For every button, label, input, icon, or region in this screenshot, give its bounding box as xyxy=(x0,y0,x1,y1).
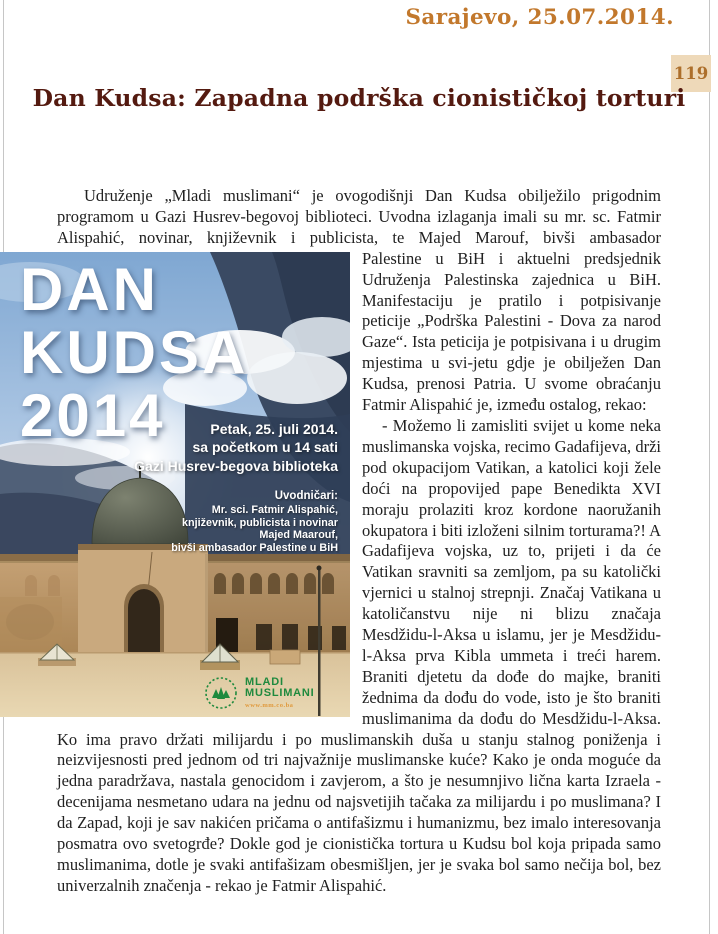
page-edge-right xyxy=(709,0,710,934)
poster-event-venue: Gazi Husrev-begova biblioteka xyxy=(134,457,338,474)
poster-event-details xyxy=(134,420,338,476)
paragraph-continuation: Palestine u BiH i aktuelni predsjednik Udruženja Palestinska zajednica u BiH. Manifestaciju je pratilo i potpisivanje peticije „Podrška Palestini - Dova za narod Gaze“. Ista peticija je potpisivana i u drugim mjestima u svi-jetu gdje je obilježen Dan Kudsa, prenosi Patria. U svome obraćanju Fatmir Alispahić je, između ostalog, rekao: xyxy=(362,248,661,415)
logo-text-line2: MUSLIMANI xyxy=(245,687,315,700)
poster-speaker-2: Majed Maarouf, xyxy=(259,529,338,542)
paragraph-intro: Udruženje „Mladi muslimani“ je ovogodišnji Dan Kudsa obilježilo prigodnim programom u Gazi Husrev-begovoj biblioteci. Uvodna izlaganja imali su mr. sc. Fatmir Alispahić, novinar, književnik i publicista, te Majed Marouf, bivši ambasador xyxy=(57,186,661,247)
poster-speaker-1: Mr. sci. Fatmir Alispahić, xyxy=(211,504,338,517)
article-body xyxy=(20,186,661,897)
paragraph-quote: - Možemo li zamisliti svijet u kome neka muslimanska vojska, recimo Gadafijeva, drži pod okupacijom Vatikan, a katolici koji žele doći na propovijed pape Benedikta XVI moraju prolaziti kroz kordone naoružanih okupatora i biti izloženi silnim torturama?! A Gadafijeva vojska, uz to, prijeti i da će Vatikan sravniti sa zemljom, pa su katolički vjernici u stalnoj strepnji. Značaj Vatikana u katoličanstvu nije ni blizu značaja Mesdžidu-l-Aksa u islamu, jer je Mesdžidu-l-Aksa prva Kibla ummeta i treći harem. Braniti djetetu da dođe do majke, braniti žednima da dođu do vode, isto je što braniti muslimanima da dođu do Mesdžidu-l-Aksa. Ko ima pravo držati milijardu i po muslimanskih duša u stanju stalnog poniženja i neizvijesnosti pred jednom od tri najvažnije muslimanske kuće? Kako je onda moguće da jedna paradržava, nastala genocidom i zavjerom, a što je nesumnjivo lična karta Izraela - decenijama nesmetano udara na jednu od najsvetijih tačaka za milijardu i po muslimana? I da Zapad, koji je sav nakićen pričama o antifašizmu i humanizmu, bez imalo interesovanja posmatra ovo svetogrđe? Dokle god je cionistička tortura u Kudsu bol koja pripada samo muslimanima, dotle je svaki antifašizam obesmišljen, jer je svaka bol samo nečija bol, bez univerzalnih značenja - rekao je Fatmir Alispahić. xyxy=(57,415,661,895)
poster-speaker-2-role: bivši ambasador Palestine u BiH xyxy=(171,541,338,554)
poster-headline-line2: KUDSA xyxy=(20,318,249,386)
poster-speaker-1-role: književnik, publicista i novinar xyxy=(182,516,338,529)
page-number-badge: 119 xyxy=(671,55,711,92)
poster-event-date: Petak, 25. juli 2014. xyxy=(210,420,338,437)
event-poster-image xyxy=(0,252,350,717)
mladi-muslimani-logo xyxy=(204,676,315,710)
logo-text-line1: MLADI xyxy=(245,675,284,688)
article-title: Dan Kudsa: Zapadna podrška cionističkoj torturi xyxy=(32,84,686,112)
mladi-muslimani-emblem-icon xyxy=(204,676,238,710)
poster-event-time: sa početkom u 14 sati xyxy=(192,439,338,456)
poster-headline-line1: DAN xyxy=(20,255,159,323)
poster-speakers-label: Uvodničari: xyxy=(274,489,338,502)
logo-website-text: www.mm.co.ba xyxy=(245,701,294,709)
header-date: Sarajevo, 25.07.2014. xyxy=(405,5,674,30)
poster-headline xyxy=(20,255,249,449)
poster-speakers xyxy=(171,490,338,555)
poster-headline-line3: 2014 xyxy=(20,381,166,449)
